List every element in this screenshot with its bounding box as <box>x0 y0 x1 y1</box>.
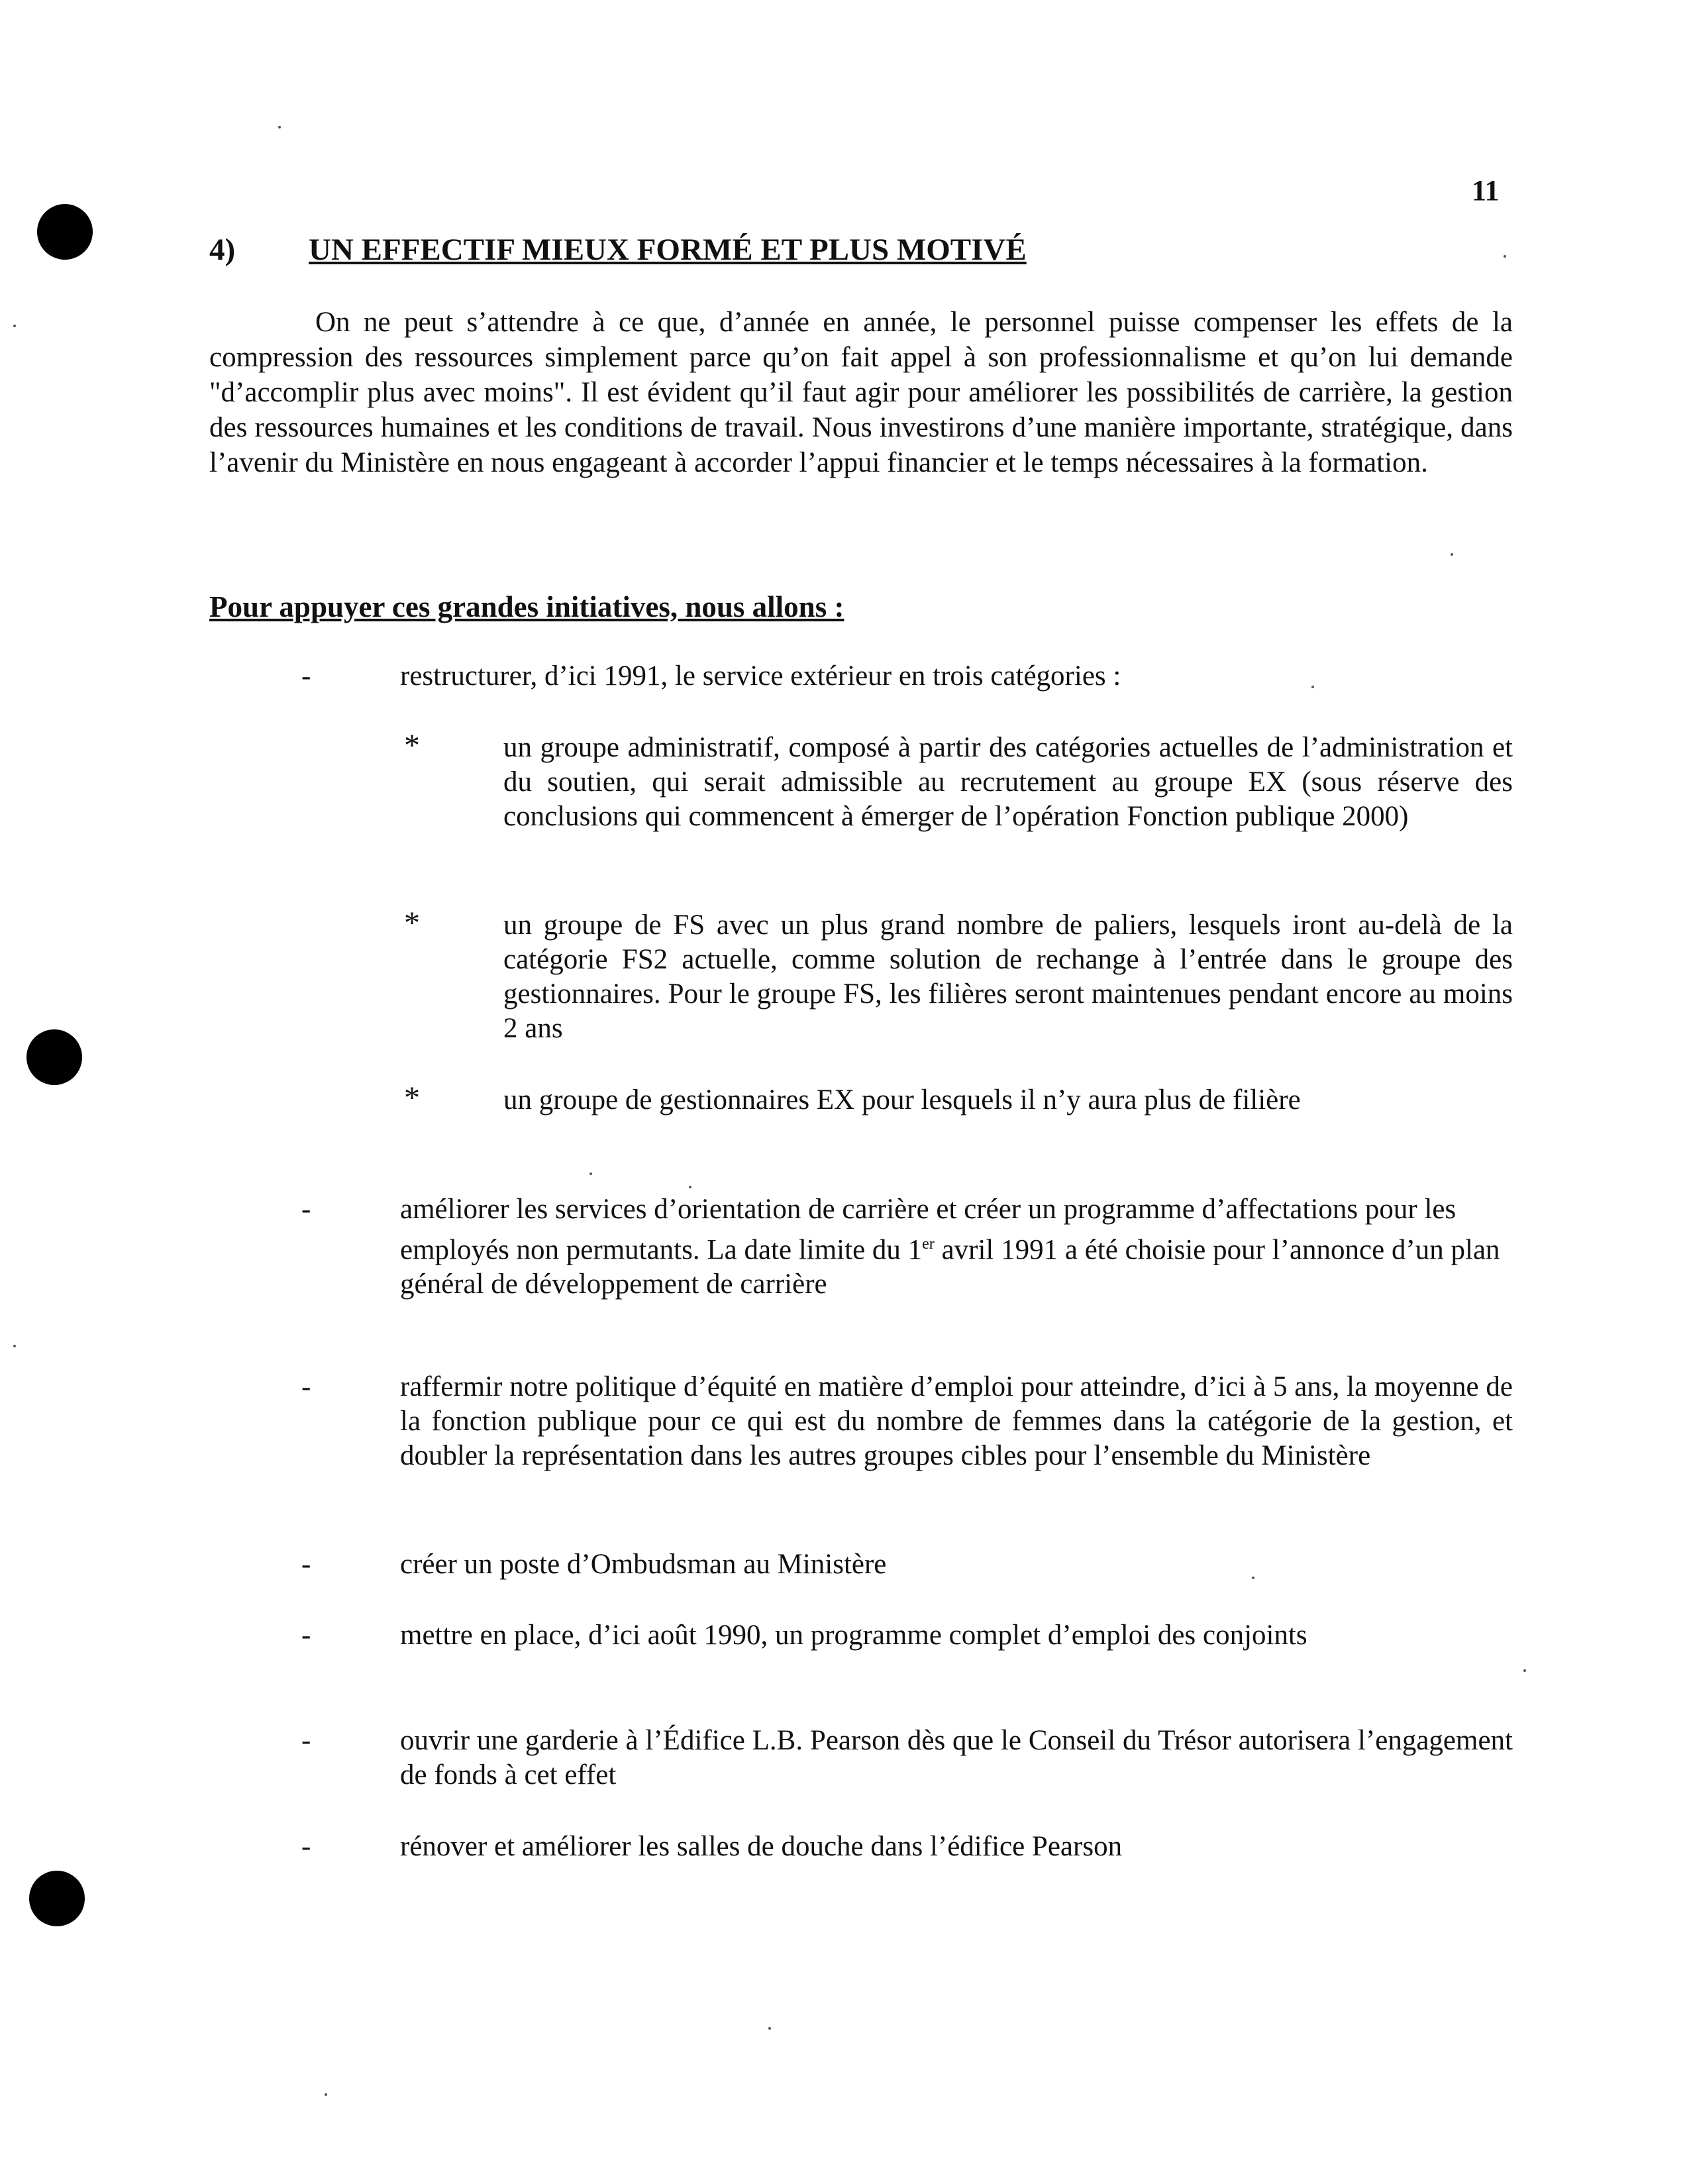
section-title: UN EFFECTIF MIEUX FORMÉ ET PLUS MOTIVÉ <box>309 233 1027 267</box>
dash-marker: - <box>301 1194 311 1225</box>
dash-marker: - <box>301 1620 311 1651</box>
scan-speck <box>768 2027 771 2030</box>
sub-item-fs-group: un groupe de FS avec un plus grand nombre de paliers, lesquels iront au-delà de la catégorie FS2 actuelle, comme solution de rechange à l’entrée dans le groupe des gestionnaires. Pour le groupe FS, les filières seront maintenues pendant encore au moins 2 ans <box>503 910 1513 1044</box>
dash-marker: - <box>301 1549 311 1580</box>
dash-marker: - <box>301 1725 311 1756</box>
scan-speck <box>13 325 16 327</box>
scan-speck <box>325 2093 327 2096</box>
dash-marker: - <box>301 1831 311 1862</box>
dash-marker: - <box>301 1371 311 1402</box>
scan-speck <box>278 126 281 129</box>
list-item-spouse-employment: mettre en place, d’ici août 1990, un programme complet d’emploi des conjoints <box>400 1620 1307 1651</box>
list-item-equity: raffermir notre politique d’équité en matière d’emploi pour atteindre, d’ici à 5 ans, la moyenne de la fonction publique pour ce qui est du nombre de femmes dans la catégorie de la gestion, et doubler la représentation dans les autres groupes cibles pour l’ensemble du Ministère <box>400 1371 1513 1471</box>
dash-marker: - <box>301 660 311 692</box>
sub-item-admin-group: un groupe administratif, composé à partir des catégories actuelles de l’administration et du soutien, qui serait admissible au recrutement au groupe EX (sous réserve des conclusions qui commencent à émerger de l’opération Fonction publique 2000) <box>503 732 1513 832</box>
punch-hole-bottom <box>29 1871 85 1926</box>
intro-paragraph <box>209 305 1513 480</box>
scan-speck <box>589 1172 592 1175</box>
scan-speck <box>689 1186 691 1188</box>
punch-hole-middle <box>26 1029 82 1085</box>
initiatives-subheading: Pour appuyer ces grandes initiatives, nous allons : <box>209 590 844 623</box>
section-number: 4) <box>209 233 236 267</box>
section-heading <box>209 232 1027 268</box>
career-text-b: avril 1991 a été choisie pour l’annonce d’un plan général de développement de carrière <box>400 1234 1500 1300</box>
sub-item-ex-group: un groupe de gestionnaires EX pour lesquels il n’y aura plus de filière <box>503 1084 1301 1116</box>
punch-hole-top <box>37 204 93 260</box>
career-superscript: er <box>922 1235 935 1253</box>
list-item-showers: rénover et améliorer les salles de douche dans l’édifice Pearson <box>400 1831 1123 1862</box>
list-item-restructure: restructurer, d’ici 1991, le service extérieur en trois catégories : <box>400 660 1121 692</box>
scan-speck <box>1504 255 1506 258</box>
scan-speck <box>13 1345 16 1347</box>
list-item-ombudsman: créer un poste d’Ombudsman au Ministère <box>400 1549 887 1580</box>
scan-speck <box>1451 553 1453 556</box>
scan-speck <box>1252 1577 1254 1579</box>
page-number: 11 <box>1472 174 1500 207</box>
star-marker: * <box>404 728 420 763</box>
career-text-a: améliorer les services d’orientation de carrière et créer un programme d’affectations pour les employés non permutants. La date limite du 1 <box>400 1194 1456 1266</box>
scan-speck <box>1523 1669 1526 1672</box>
list-item-career <box>400 1192 1513 1302</box>
list-item-daycare: ouvrir une garderie à l’Édifice L.B. Pearson dès que le Conseil du Trésor autorisera l’engagement de fonds à cet effet <box>400 1725 1513 1791</box>
scan-speck <box>1311 686 1314 688</box>
star-marker: * <box>404 1080 420 1116</box>
star-marker: * <box>404 906 420 941</box>
intro-text: On ne peut s’attendre à ce que, d’année en année, le personnel puisse compenser les effets de la compression des ressources simplement parce qu’on fait appel à son professionnalisme et qu’on lui demande "d’accomplir plus avec moins". Il est évident qu’il faut agir pour améliorer les possibilités de carrière, la gestion des ressources humaines et les conditions de travail. Nous investirons d’une manière importante, stratégique, dans l’avenir du Ministère en nous engageant à accorder l’appui financier et le temps nécessaires à la formation. <box>209 307 1513 478</box>
